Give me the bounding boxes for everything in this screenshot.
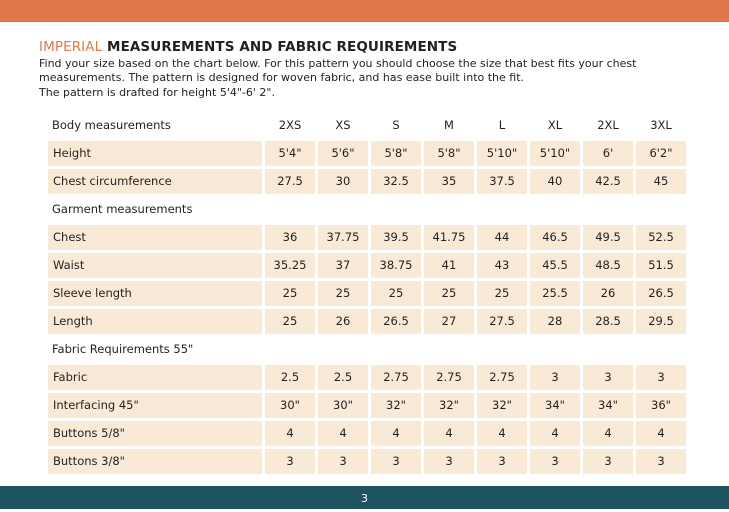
value-cell: 4: [318, 421, 368, 446]
value-cell: 6'2": [636, 141, 686, 166]
value-cell: 4: [371, 421, 421, 446]
table-row: [48, 309, 686, 334]
value-cell: 32": [477, 393, 527, 418]
table-row: [48, 225, 686, 250]
value-cell: 25: [265, 281, 315, 306]
value-cell: 30": [265, 393, 315, 418]
value-cell: 32.5: [371, 169, 421, 194]
row-label: Sleeve length: [48, 281, 262, 306]
value-cell: 42.5: [583, 169, 633, 194]
value-cell: 26: [583, 281, 633, 306]
value-cell: 2.75: [424, 365, 474, 390]
section-heading-fabric-row: [48, 337, 686, 362]
size-header-cell: 2XL: [597, 118, 619, 132]
value-cell: 27.5: [265, 169, 315, 194]
table-row: [48, 393, 686, 418]
value-cell: 3: [424, 449, 474, 474]
value-cell: 5'4": [265, 141, 315, 166]
value-cell: 2.75: [477, 365, 527, 390]
value-cell: 41.75: [424, 225, 474, 250]
value-cell: 40: [530, 169, 580, 194]
row-label: Length: [48, 309, 262, 334]
size-header-cell: XS: [335, 118, 351, 132]
value-cell: 37.5: [477, 169, 527, 194]
table-row: [48, 449, 686, 474]
value-cell: 29.5: [636, 309, 686, 334]
row-label: Height: [48, 141, 262, 166]
intro-paragraph: [39, 57, 639, 100]
table-row: [48, 421, 686, 446]
value-cell: 5'8": [424, 141, 474, 166]
value-cell: 32": [424, 393, 474, 418]
value-cell: 49.5: [583, 225, 633, 250]
value-cell: 3: [318, 449, 368, 474]
value-cell: 26.5: [636, 281, 686, 306]
value-cell: 25: [477, 281, 527, 306]
value-cell: 5'10": [477, 141, 527, 166]
value-cell: 30: [318, 169, 368, 194]
value-cell: 5'10": [530, 141, 580, 166]
table-row: [48, 281, 686, 306]
value-cell: 25: [265, 309, 315, 334]
value-cell: 35.25: [265, 253, 315, 278]
value-cell: 45.5: [530, 253, 580, 278]
size-header-cell: L: [498, 118, 506, 132]
value-cell: 3: [636, 449, 686, 474]
value-cell: 43: [477, 253, 527, 278]
value-cell: 3: [636, 365, 686, 390]
value-cell: 25: [371, 281, 421, 306]
row-label: Chest circumference: [48, 169, 262, 194]
value-cell: 26: [318, 309, 368, 334]
value-cell: 45: [636, 169, 686, 194]
row-label: Chest: [48, 225, 262, 250]
value-cell: 3: [371, 449, 421, 474]
value-cell: 30": [318, 393, 368, 418]
section-heading-fabric: Fabric Requirements 55": [52, 342, 194, 356]
row-label: Interfacing 45": [48, 393, 262, 418]
value-cell: 26.5: [371, 309, 421, 334]
value-cell: 36: [265, 225, 315, 250]
page-number: 3: [361, 492, 368, 505]
value-cell: 27: [424, 309, 474, 334]
value-cell: 4: [265, 421, 315, 446]
value-cell: 3: [530, 365, 580, 390]
value-cell: 28: [530, 309, 580, 334]
value-cell: 25: [424, 281, 474, 306]
value-cell: 4: [530, 421, 580, 446]
value-cell: 38.75: [371, 253, 421, 278]
value-cell: 48.5: [583, 253, 633, 278]
value-cell: 5'6": [318, 141, 368, 166]
value-cell: 3: [265, 449, 315, 474]
value-cell: 25: [318, 281, 368, 306]
size-header-cell: S: [392, 118, 400, 132]
value-cell: 44: [477, 225, 527, 250]
value-cell: 3: [477, 449, 527, 474]
size-header-cell: 3XL: [650, 118, 672, 132]
intro-line: Find your size based on the chart below. For this pattern you should choose the size that best fits your chest: [39, 57, 637, 70]
value-cell: 2.5: [318, 365, 368, 390]
size-header-cell: XL: [547, 118, 563, 132]
intro-line: The pattern is drafted for height 5'4"-6' 2".: [39, 85, 275, 99]
value-cell: 37.75: [318, 225, 368, 250]
section-heading-garment-row: [48, 197, 686, 222]
value-cell: 3: [530, 449, 580, 474]
value-cell: 34": [583, 393, 633, 418]
value-cell: 2.5: [265, 365, 315, 390]
title-accent: IMPERIAL: [39, 39, 103, 55]
value-cell: 46.5: [530, 225, 580, 250]
value-cell: 52.5: [636, 225, 686, 250]
value-cell: 36": [636, 393, 686, 418]
value-cell: 39.5: [371, 225, 421, 250]
section-heading-body: Body measurements: [52, 118, 171, 132]
value-cell: 32": [371, 393, 421, 418]
size-header-cell: M: [444, 118, 454, 132]
size-header-cell: 2XS: [278, 118, 302, 132]
title-rest: MEASUREMENTS AND FABRIC REQUIREMENTS: [107, 39, 458, 55]
value-cell: 4: [636, 421, 686, 446]
row-label: Fabric: [48, 365, 262, 390]
value-cell: 2.75: [371, 365, 421, 390]
value-cell: 35: [424, 169, 474, 194]
table-row: [48, 169, 686, 194]
table-row: [48, 141, 686, 166]
value-cell: 4: [424, 421, 474, 446]
size-chart-table: [45, 110, 689, 477]
row-label: Waist: [48, 253, 262, 278]
value-cell: 28.5: [583, 309, 633, 334]
value-cell: 4: [477, 421, 527, 446]
value-cell: 34": [530, 393, 580, 418]
row-label: Buttons 5/8": [48, 421, 262, 446]
value-cell: 5'8": [371, 141, 421, 166]
value-cell: 51.5: [636, 253, 686, 278]
page-title: [39, 39, 457, 55]
value-cell: 6': [583, 141, 633, 166]
value-cell: 25.5: [530, 281, 580, 306]
footer-bar: [0, 486, 729, 509]
value-cell: 4: [583, 421, 633, 446]
value-cell: 3: [583, 449, 633, 474]
size-header-row: [48, 113, 686, 138]
value-cell: 27.5: [477, 309, 527, 334]
table-row: [48, 253, 686, 278]
value-cell: 41: [424, 253, 474, 278]
intro-line: measurements. The pattern is designed for woven fabric, and has ease built into the fit.: [39, 71, 525, 85]
table-row: [48, 365, 686, 390]
top-accent-bar: [0, 0, 729, 22]
row-label: Buttons 3/8": [48, 449, 262, 474]
value-cell: 37: [318, 253, 368, 278]
value-cell: 3: [583, 365, 633, 390]
section-heading-garment: Garment measurements: [52, 202, 193, 216]
